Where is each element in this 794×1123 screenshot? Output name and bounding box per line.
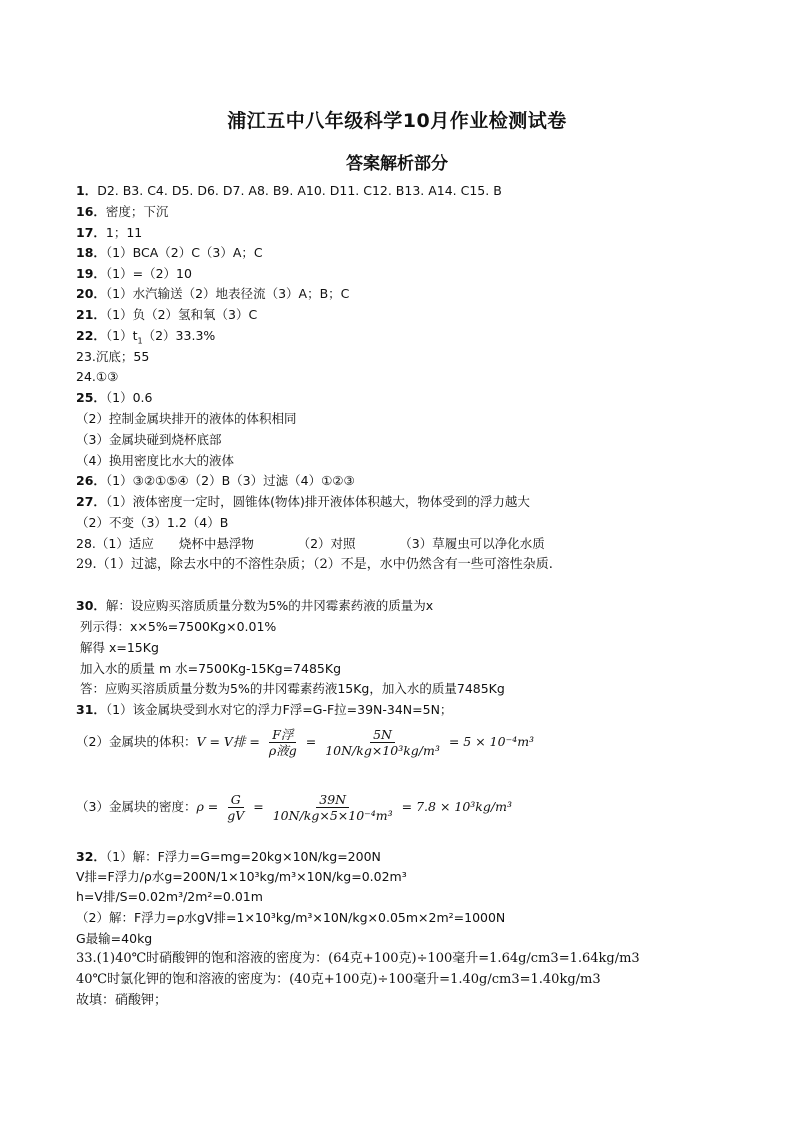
answer-25-4: （4）换用密度比水大的液体 xyxy=(76,453,234,468)
answer-27-2: （2）不变（3）1.2（4）B xyxy=(76,515,229,530)
answer-18: 18．（1）BCA（2）C（3）A；C xyxy=(76,245,263,260)
answer-24: 24.①③ xyxy=(76,369,119,384)
fraction: $\frac{G}{gV}$ xyxy=(227,792,245,823)
answer-28: 28.（1）适应 烧杯中悬浮物 （2）对照 （3）草履虫可以净化水质 xyxy=(76,536,545,551)
answer-25-2: （2）控制金属块排开的液体的体积相同 xyxy=(76,411,297,426)
answer-30-line4: 加入水的质量 m 水=7500Kg-15Kg=7485Kg xyxy=(80,661,342,676)
answer-25-3: （3）金属块碰到烧杯底部 xyxy=(76,432,222,447)
answer-33-line3: 故填：硝酸钾； xyxy=(76,993,168,1008)
fraction: $\frac{39N}{\text{10N/kg×5×10⁻⁴m³}}$ xyxy=(272,792,393,823)
answer-30: 30．解：设应购买溶质质量分数为5%的井冈霉素药液的质量为x xyxy=(76,598,434,613)
answer-19: 19．（1）=（2）10 xyxy=(76,266,192,281)
answer-30-line5: 答：应购买溶质质量分数为5%的井冈霉素药液15Kg，加入水的质量7485Kg xyxy=(80,681,505,696)
answer-mc: 1．D2. B3. C4. D5. D6. D7. A8. B9. A10. D11. C12. B13. A14. C15. B xyxy=(76,183,502,198)
section-title: 答案解析部分 xyxy=(346,154,448,174)
answer-32-line5: G最输=40kg xyxy=(76,931,153,946)
fraction: $\frac{5N}{\text{10N/kg×10³kg/m³}}$ xyxy=(325,727,440,758)
page-title: 浦江五中八年级科学10月作业检测试卷 xyxy=(227,110,567,132)
answer-33: 33.(1)40℃时硝酸钾的饱和溶液的密度为：(64克+100克)÷100毫升=1.64g/cm3=1.64kg/m3 xyxy=(76,951,640,966)
answer-23: 23.沉底；55 xyxy=(76,349,150,364)
answer-32-line4: （2）解：F浮力=ρ水gV排=1×10³kg/m³×10N/kg×0.05m×2m²=1000N xyxy=(76,910,506,925)
answer-29: 29.（1）过滤，除去水中的不溶性杂质；（2）不是，水中仍然含有一些可溶性杂质. xyxy=(76,557,553,572)
answer-16: 16．密度；下沉 xyxy=(76,204,169,219)
answer-26: 26．（1）③②①⑤④（2）B（3）过滤（4）①②③ xyxy=(76,473,355,488)
answer-30-line3: 解得 x=15Kg xyxy=(80,640,159,655)
answer-30-line2: 列示得：x×5%=7500Kg×0.01% xyxy=(80,619,277,634)
answer-25: 25．（1）0.6 xyxy=(76,390,153,405)
answer-31-density: （3）金属块的密度：ρ = $\frac{G}{gV}$ = $\frac{39N}{\text{10N/kg×5×10⁻⁴m³}}$ = 7.8 × 10³kg/m³ xyxy=(76,792,512,823)
answer-31: 31．（1）该金属块受到水对它的浮力F浮=G-F拉=39N-34N=5N； xyxy=(76,702,453,717)
fraction: $\frac{\text{F浮}}{\text{ρ液g}}$ xyxy=(268,727,297,758)
answer-20: 20．（1）水汽输送（2）地表径流（3）A；B；C xyxy=(76,286,350,301)
answer-32-line2: V排=F浮力/ρ水g=200N/1×10³kg/m³×10N/kg=0.02m³ xyxy=(76,869,407,884)
answer-31-volume: （2）金属块的体积：V = V排 = $\frac{\text{F浮}}{\text{ρ液g}}$ = $\frac{5N}{\text{10N/kg×10³kg/m³}}$ = 5 × 10⁻⁴m³ xyxy=(76,727,535,758)
answer-17: 17．1；11 xyxy=(76,225,143,240)
answer-33-line2: 40℃时氯化钾的饱和溶液的密度为：(40克+100克)÷100毫升=1.40g/cm3=1.40kg/m3 xyxy=(76,972,601,987)
answer-32-line3: h=V排/S=0.02m³/2m²=0.01m xyxy=(76,889,263,904)
answer-32: 32．（1）解：F浮力=G=mg=20kg×10N/kg=200N xyxy=(76,849,381,864)
answer-27: 27．（1）液体密度一定时，圆锥体(物体)排开液体体积越大，物体受到的浮力越大 xyxy=(76,494,530,509)
answer-21: 21．（1）负（2）氢和氧（3）C xyxy=(76,307,258,322)
answer-22: 22．$(1)t_1(2)33.3\%$ xyxy=(76,328,216,346)
